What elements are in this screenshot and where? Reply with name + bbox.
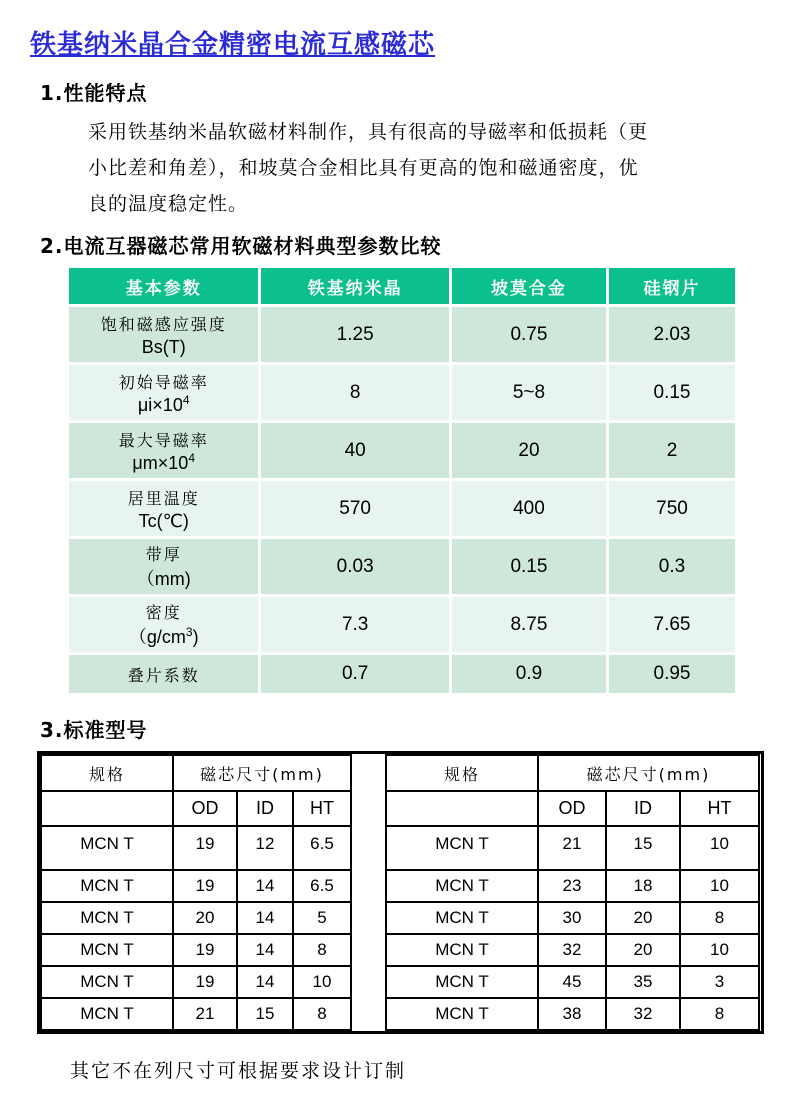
std-subheader-row [386, 791, 759, 826]
page-title[interactable]: 铁基纳米晶合金精密电流互感磁芯 [30, 30, 436, 60]
id-cell: 14 [237, 966, 293, 998]
param-value-cell: 7.3 [261, 597, 448, 652]
od-cell: 20 [173, 902, 237, 934]
tables-gap-spacer [352, 754, 385, 1031]
param-row [69, 655, 735, 693]
spec-cell: MCN T [386, 870, 538, 902]
param-value-cell: 2.03 [609, 307, 735, 362]
od-cell: 30 [538, 902, 606, 934]
ht-cell: 5 [293, 902, 351, 934]
param-row [69, 307, 735, 362]
section1-paragraph [88, 114, 760, 222]
material-params-table [66, 265, 738, 696]
param-value-cell: 5~8 [452, 365, 606, 420]
spec-cell: MCN T [41, 902, 173, 934]
ht-cell: 3 [680, 966, 759, 998]
id-cell: 15 [606, 826, 680, 870]
id-header: ID [606, 791, 680, 826]
standard-table-right [385, 754, 760, 1031]
id-cell: 12 [237, 826, 293, 870]
params-header-cell: 铁基纳米晶 [261, 268, 448, 304]
param-value-cell: 0.3 [609, 539, 735, 594]
ht-cell: 6.5 [293, 870, 351, 902]
od-header: OD [538, 791, 606, 826]
id-cell: 18 [606, 870, 680, 902]
od-header: OD [173, 791, 237, 826]
param-value-cell: 40 [261, 423, 448, 478]
param-label: 密度 $(g/cm^3)$ [69, 597, 258, 652]
ht-cell: 10 [680, 870, 759, 902]
param-row [69, 365, 735, 420]
spec-row [386, 966, 759, 998]
standard-table-left [40, 754, 352, 1031]
params-header-cell: 坡莫合金 [452, 268, 606, 304]
param-value-cell: 570 [261, 481, 448, 536]
param-value-cell: 8.75 [452, 597, 606, 652]
params-header-row [69, 268, 735, 304]
od-cell: 32 [538, 934, 606, 966]
param-value-cell: 750 [609, 481, 735, 536]
id-cell: 32 [606, 998, 680, 1030]
param-value-cell: 0.9 [452, 655, 606, 693]
id-cell: 20 [606, 902, 680, 934]
ht-cell: 10 [680, 826, 759, 870]
param-value-cell: 8 [261, 365, 448, 420]
dims-header: 磁芯尺寸(mm) [538, 755, 759, 791]
section1-heading: 1.性能特点 [40, 81, 148, 105]
param-value-cell: 1.25 [261, 307, 448, 362]
param-value-cell: 7.65 [609, 597, 735, 652]
spec-cell: MCN T [41, 934, 173, 966]
od-cell: 19 [173, 826, 237, 870]
param-row [69, 539, 735, 594]
ht-cell: 6.5 [293, 826, 351, 870]
od-cell: 38 [538, 998, 606, 1030]
ht-cell: 8 [293, 934, 351, 966]
ht-cell: 8 [680, 998, 759, 1030]
od-cell: 19 [173, 934, 237, 966]
spec-header: 规格 [386, 755, 538, 791]
std-header-row [386, 755, 759, 791]
section3-heading: 3.标准型号 [40, 718, 148, 742]
spec-cell: MCN T [41, 966, 173, 998]
std-subheader-row [41, 791, 351, 826]
spec-cell: MCN T [41, 998, 173, 1030]
param-value-cell: 0.75 [452, 307, 606, 362]
paragraph-line: 小比差和角差），和坡莫合金相比具有更高的饱和磁通密度，优 [88, 157, 639, 179]
ht-cell: 8 [293, 998, 351, 1030]
empty-cell [386, 791, 538, 826]
id-header: ID [237, 791, 293, 826]
spec-row [386, 870, 759, 902]
param-label: 初始导磁率 $\mu i\times 10^4$ [69, 365, 258, 420]
ht-cell: 8 [680, 902, 759, 934]
paragraph-line: 采用铁基纳米晶软磁材料制作，具有很高的导磁率和低损耗（更 [88, 121, 649, 143]
id-cell: 14 [237, 870, 293, 902]
param-label: 叠片系数 [69, 655, 258, 693]
param-value-cell: 2 [609, 423, 735, 478]
od-cell: 45 [538, 966, 606, 998]
params-header-cell: 基本参数 [69, 268, 258, 304]
paragraph-line: 良的温度稳定性。 [88, 193, 249, 215]
ht-cell: 10 [293, 966, 351, 998]
ht-header: HT [293, 791, 351, 826]
id-cell: 14 [237, 934, 293, 966]
id-cell: 15 [237, 998, 293, 1030]
id-cell: 20 [606, 934, 680, 966]
spec-row [41, 826, 351, 870]
spec-cell: MCN T [386, 966, 538, 998]
spec-cell: MCN T [386, 934, 538, 966]
std-header-row [41, 755, 351, 791]
spec-header: 规格 [41, 755, 173, 791]
od-cell: 21 [173, 998, 237, 1030]
empty-cell [41, 791, 173, 826]
ht-cell: 10 [680, 934, 759, 966]
ht-header: HT [680, 791, 759, 826]
param-value-cell: 20 [452, 423, 606, 478]
standard-models-tables [37, 751, 764, 1034]
spec-row [41, 934, 351, 966]
param-row [69, 481, 735, 536]
footer-note: 其它不在列尺寸可根据要求设计订制 [70, 1060, 407, 1082]
spec-row [386, 902, 759, 934]
dims-header: 磁芯尺寸(mm) [173, 755, 351, 791]
spec-cell: MCN T [41, 870, 173, 902]
spec-cell: MCN T [41, 826, 173, 870]
id-cell: 14 [237, 902, 293, 934]
param-value-cell: 0.15 [609, 365, 735, 420]
spec-row [386, 826, 759, 870]
spec-cell: MCN T [386, 998, 538, 1030]
spec-row [386, 934, 759, 966]
param-label: 饱和磁感应强度 Bs(T) [69, 307, 258, 362]
spec-cell: MCN T [386, 826, 538, 870]
spec-cell: MCN T [386, 902, 538, 934]
id-cell: 35 [606, 966, 680, 998]
param-value-cell: 400 [452, 481, 606, 536]
param-value-cell: 0.15 [452, 539, 606, 594]
param-label: 居里温度 Tc(℃) [69, 481, 258, 536]
param-row [69, 423, 735, 478]
spec-row [41, 902, 351, 934]
param-label: 最大导磁率 $\mu m\times 10^4$ [69, 423, 258, 478]
od-cell: 19 [173, 870, 237, 902]
spec-row [41, 870, 351, 902]
section2-heading: 2.电流互器磁芯常用软磁材料典型参数比较 [40, 234, 442, 258]
spec-row [41, 966, 351, 998]
param-value-cell: 0.7 [261, 655, 448, 693]
od-cell: 23 [538, 870, 606, 902]
od-cell: 21 [538, 826, 606, 870]
param-value-cell: 0.95 [609, 655, 735, 693]
spec-row [386, 998, 759, 1030]
param-value-cell: 0.03 [261, 539, 448, 594]
param-label: 带厚 （mm) [69, 539, 258, 594]
spec-row [41, 998, 351, 1030]
param-row [69, 597, 735, 652]
params-header-cell: 硅钢片 [609, 268, 735, 304]
od-cell: 19 [173, 966, 237, 998]
